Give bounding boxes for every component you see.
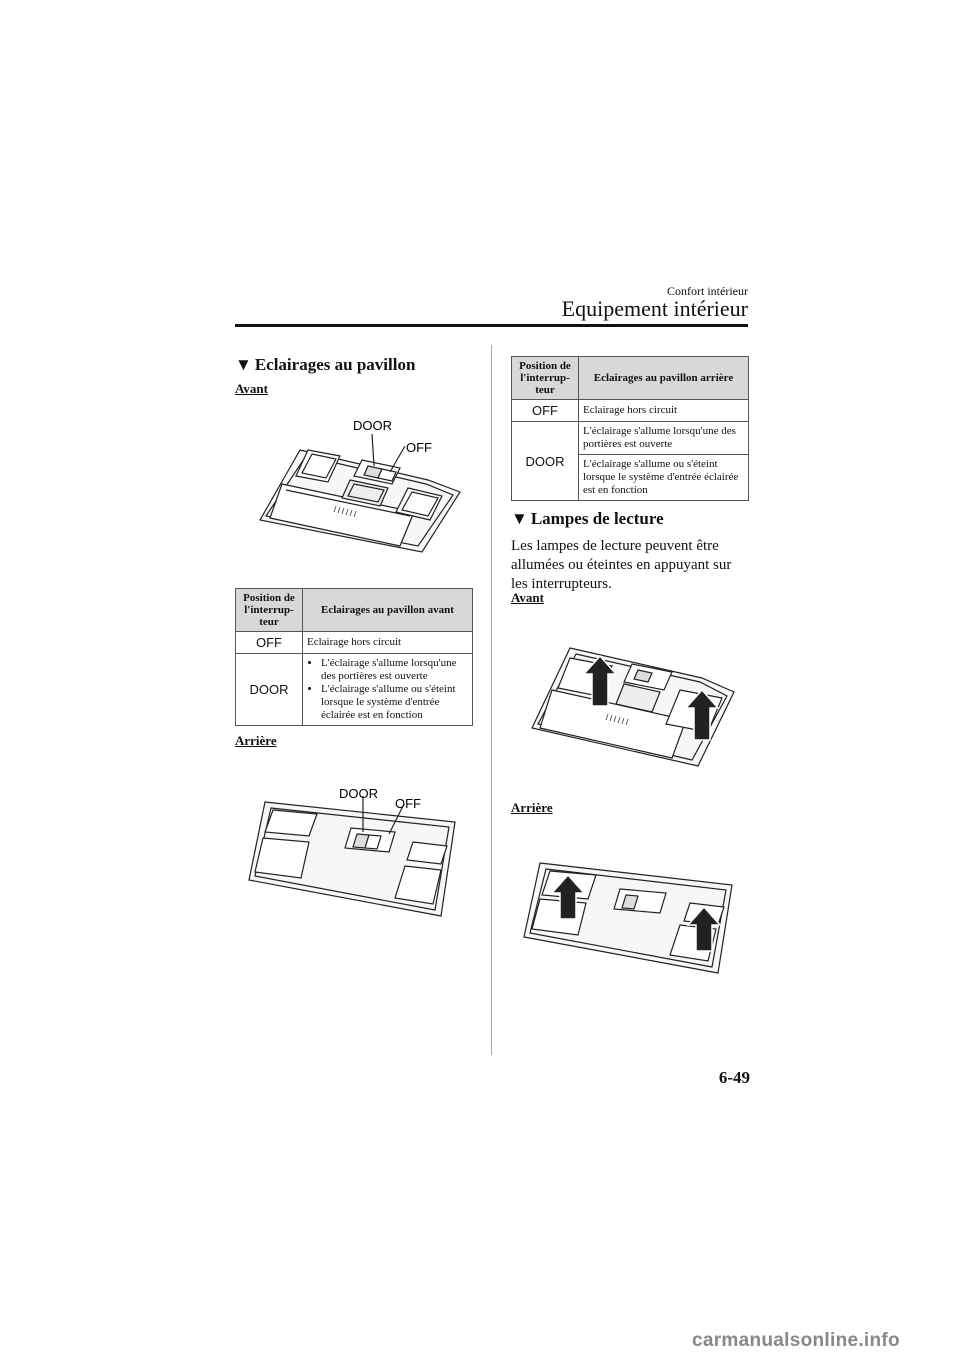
table-col-lights: Eclairages au pavillon avant <box>303 589 473 632</box>
fig1-door-label: DOOR <box>353 420 392 433</box>
subheading-arriere: Arrière <box>235 733 277 748</box>
position-off: OFF <box>236 632 303 654</box>
page-title: Equipement intérieur <box>561 296 748 321</box>
table-col-position: Position de l'interrup-teur <box>236 589 303 632</box>
table-row <box>236 632 473 654</box>
fig1-off-label: OFF <box>406 440 432 455</box>
rear-lights-table <box>511 356 749 501</box>
front-console-figure <box>250 420 465 555</box>
heading-lampes <box>511 509 664 529</box>
watermark: carmanualsonline.info <box>692 1330 900 1351</box>
fig2-door-label: DOOR <box>339 786 378 801</box>
row-text: Eclairage hors circuit <box>303 632 473 654</box>
heading-text: Lampes de lecture <box>530 509 664 528</box>
heading-text: Eclairages au pavillon <box>254 355 416 374</box>
subheading-avant: Avant <box>511 590 544 605</box>
bullet-item: • L'éclairage s'allume lorsqu'une des portières est ouverte <box>321 657 468 683</box>
heading-eclairages <box>235 355 415 375</box>
page-number: 6-49 <box>718 1068 750 1087</box>
rear-console-figure <box>245 782 465 917</box>
subheading-arriere: Arrière <box>511 800 553 815</box>
column-divider <box>491 345 492 1055</box>
subheading-avant: Avant <box>235 381 268 396</box>
table-col-lights: Eclairages au pavillon arrière <box>579 357 749 400</box>
row-text: Eclairage hors circuit <box>579 400 749 422</box>
table-row <box>512 400 749 422</box>
front-reading-lamps-figure <box>522 640 742 770</box>
bullet-item: • L'éclairage s'allume ou s'éteint lorsque le système d'entrée éclairée est en fonction <box>321 683 468 722</box>
rear-reading-lamps-figure <box>520 855 745 975</box>
table-row <box>512 422 749 455</box>
header-rule <box>235 324 748 327</box>
table-row <box>236 654 473 726</box>
section-label: Confort intérieur <box>667 284 748 298</box>
position-door: DOOR <box>512 422 579 501</box>
front-lights-table <box>235 588 473 726</box>
position-off: OFF <box>512 400 579 422</box>
row-text: L'éclairage s'allume lorsqu'une des portières est ouverte <box>579 422 749 455</box>
position-door: DOOR <box>236 654 303 726</box>
row-text: L'éclairage s'allume ou s'éteint lorsque le système d'entrée éclairée est en fonction <box>579 455 749 501</box>
paragraph: Les lampes de lecture peuvent être allumées ou éteintes en appuyant sur les interrupteurs. <box>511 538 732 592</box>
triangle-icon: ▼ <box>511 509 528 528</box>
triangle-icon: ▼ <box>235 355 252 374</box>
table-col-position: Position de l'interrup-teur <box>512 357 579 400</box>
fig2-off-label: OFF <box>395 796 421 811</box>
